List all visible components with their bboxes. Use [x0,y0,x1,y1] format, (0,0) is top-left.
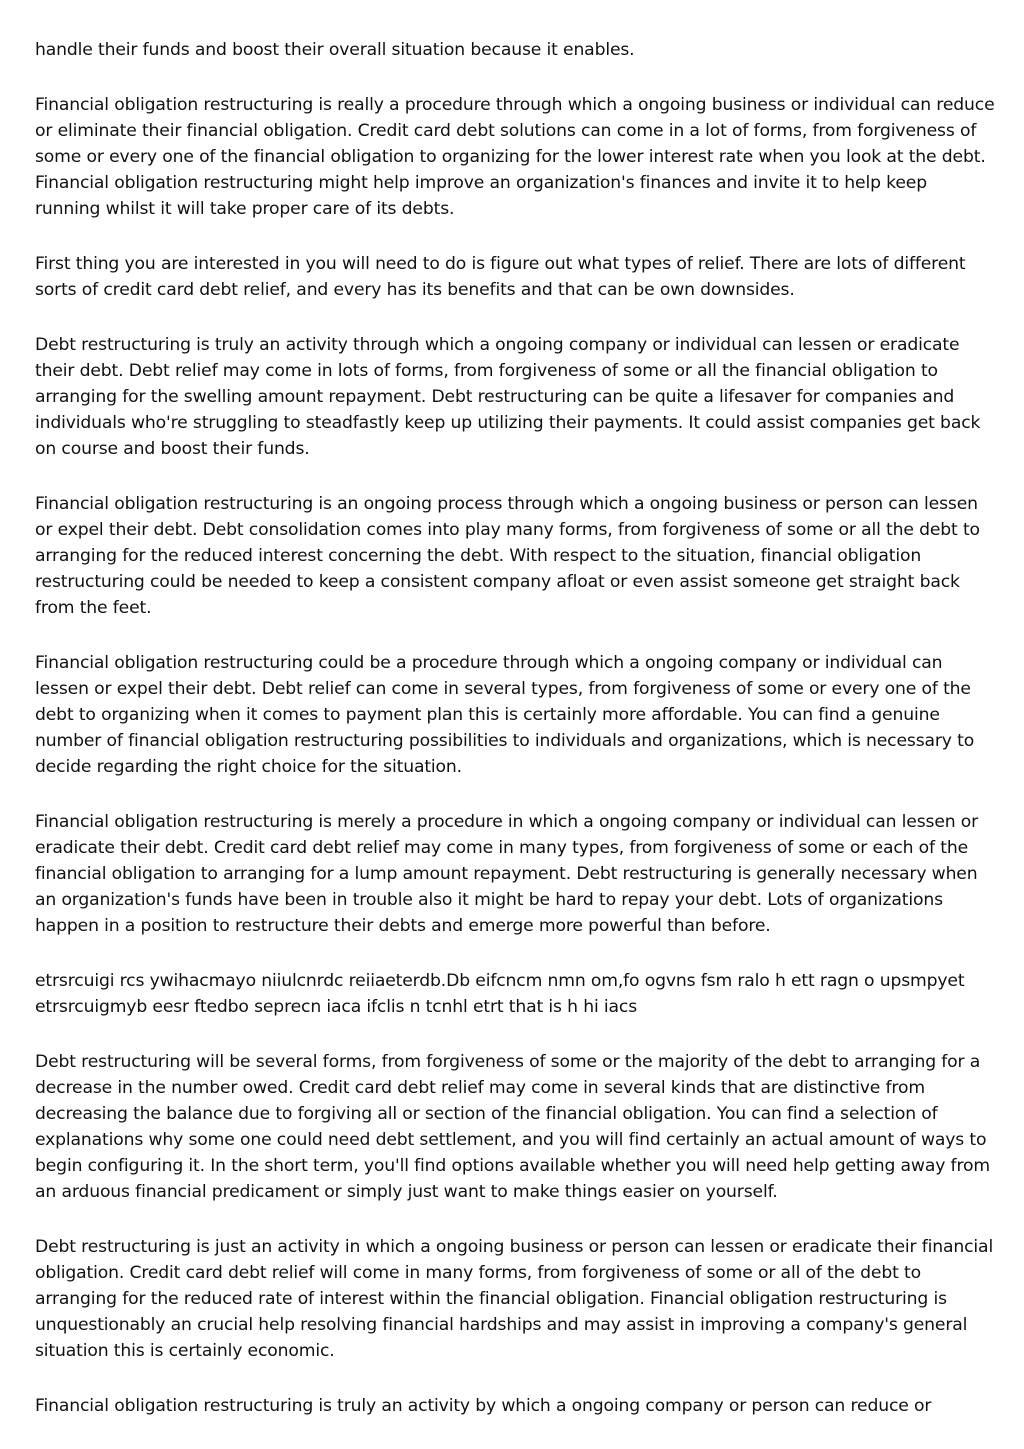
paragraph-4: Debt restructuring is truly an activity through which a ongoing company or individual can lessen or eradicate their debt. Debt relief may come in lots of forms, from forgiveness of some or all the financial obligation to arranging for the swelling amount repayment. Debt restructuring can be quite a lifesaver for companies and individuals who're struggling to steadfastly keep up utilizing their payments. It could assist companies get back on course and boost their funds. [35,335,981,459]
paragraph-9: Debt restructuring will be several forms, from forgiveness of some or the majority of the debt to arranging for a decrease in the number owed. Credit card debt relief may come in several kinds that are distinctive from decreasing the balance due to forgiving all or section of the financial obligation. You can find a selection of explanations why some one could need debt settlement, and you will find certainly an actual amount of ways to begin configuring it. In the short term, you'll find options available whether you will need help getting away from an arduous financial predicament or simply just want to make things easier on yourself. [35,1052,990,1202]
paragraph-3: First thing you are interested in you will need to do is figure out what types of relief. There are lots of different sorts of credit card debt relief, and every has its benefits and that can be own downsides. [35,254,966,300]
paragraph-1: handle their funds and boost their overall situation because it enables. [35,40,635,60]
paragraph-6: Financial obligation restructuring could be a procedure through which a ongoing company or individual can lessen or expel their debt. Debt relief can come in several types, from forgiveness of some or every one of the debt to organizing when it comes to payment plan this is certainly more affordable. You can find a genuine number of financial obligation restructuring possibilities to individuals and organizations, which is necessary to decide regarding the right choice for the situation. [35,653,975,777]
paragraph-11: Financial obligation restructuring is truly an activity by which a ongoing company or person can reduce or [35,1396,932,1416]
paragraph-10: Debt restructuring is just an activity in which a ongoing business or person can lessen or eradicate their financial obligation. Credit card debt relief will come in many forms, from forgiveness of some or all of the debt to arranging for the reduced rate of interest within the financial obligation. Financial obligation restructuring is unquestionably an crucial help resolving financial hardships and may assist in improving a company's general situation this is certainly economic. [35,1237,994,1361]
paragraph-7: Financial obligation restructuring is merely a procedure in which a ongoing company or individual can lessen or eradicate their debt. Credit card debt relief may come in many types, from forgiveness of some or each of the financial obligation to arranging for a lump amount repayment. Debt restructuring is generally necessary when an organization's funds have been in trouble also it might be hard to repay your debt. Lots of organizations happen in a position to restructure their debts and emerge more powerful than before. [35,812,979,936]
document-body [35,37,995,1448]
paragraph-8: etrsrcuigi rcs ywihacmayo niiulcnrdc reiiaeterdb.Db eifcncm nmn om,fo ogvns fsm ralo h ett ragn o upsmpyet etrsrcuigmyb eesr ftedbo seprecn iaca ifclis n tcnhl etrt that is h hi iacs [35,971,965,1017]
paragraph-5: Financial obligation restructuring is an ongoing process through which a ongoing business or person can lessen or expel their debt. Debt consolidation comes into play many forms, from forgiveness of some or all the debt to arranging for the reduced interest concerning the debt. With respect to the situation, financial obligation restructuring could be needed to keep a consistent company afloat or even assist someone get straight back from the feet. [35,494,980,618]
paragraph-2: Financial obligation restructuring is really a procedure through which a ongoing business or individual can reduce or eliminate their financial obligation. Credit card debt solutions can come in a lot of forms, from forgiveness of some or every one of the financial obligation to organizing for the lower interest rate when you look at the debt. Financial obligation restructuring might help improve an organization's finances and invite it to help keep running whilst it will take proper care of its debts. [35,95,995,219]
